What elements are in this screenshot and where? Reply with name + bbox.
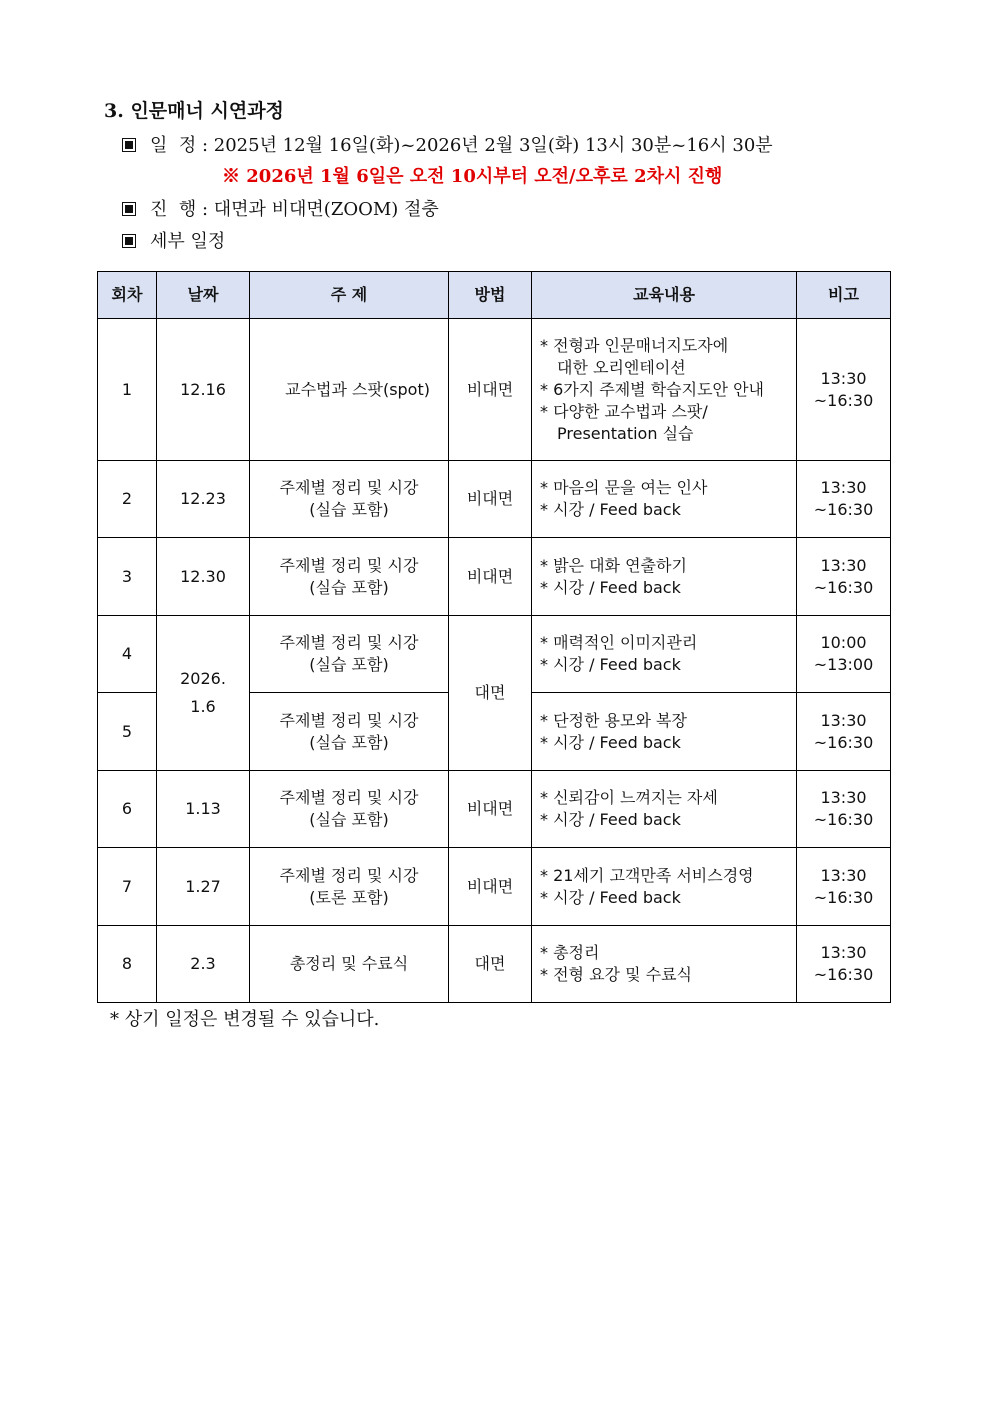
detail-line (122, 227, 225, 253)
session-content: * 매력적인 이미지관리 * 시강 / Feed back (532, 616, 797, 693)
method-label: 진 행 (150, 199, 197, 220)
schedule-value: : 2025년 12월 16일(화)~2026년 2월 3일(화) 13시 30분~16시 30분 (201, 135, 773, 156)
detail-label: 세부 일정 (150, 231, 226, 252)
footnote: * 상기 일정은 변경될 수 있습니다. (110, 1009, 380, 1030)
session-date: 2026. 1.6 (157, 616, 250, 771)
session-date: 1.13 (157, 771, 250, 848)
method-value: : 대면과 비대면(ZOOM) 절충 (201, 199, 439, 220)
session-time: 10:00 ~13:00 (797, 616, 891, 693)
session-topic: 주제별 정리 및 시강 (토론 포함) (250, 848, 449, 926)
session-topic: 주제별 정리 및 시강 (실습 포함) (250, 461, 449, 538)
session-method: 비대면 (449, 771, 532, 848)
notice-line: ※ 2026년 1월 6일은 오전 10시부터 오전/오후로 2차시 진행 (222, 166, 723, 187)
session-number: 5 (98, 693, 157, 771)
session-number: 8 (98, 926, 157, 1003)
session-method: 비대면 (449, 461, 532, 538)
session-date: 12.16 (157, 319, 250, 461)
session-content: * 마음의 문을 여는 인사 * 시강 / Feed back (532, 461, 797, 538)
session-content: * 전형과 인문매너지도자에 대한 오리엔테이션 * 6가지 주제별 학습지도안 안내 * 다양한 교수법과 스팟/ Presentation 실습 (532, 319, 797, 461)
table-row (98, 461, 891, 538)
session-date: 12.30 (157, 538, 250, 616)
session-time: 13:30 ~16:30 (797, 926, 891, 1003)
session-time: 13:30 ~16:30 (797, 319, 891, 461)
session-content: * 단정한 용모와 복장 * 시강 / Feed back (532, 693, 797, 771)
header-date: 날짜 (157, 272, 250, 319)
header-remarks: 비고 (797, 272, 891, 319)
session-time: 13:30 ~16:30 (797, 538, 891, 616)
table-row (98, 538, 891, 616)
session-topic: 교수법과 스팟(spot) (250, 319, 449, 461)
header-session: 회차 (98, 272, 157, 319)
session-number: 6 (98, 771, 157, 848)
table-row (98, 616, 891, 693)
session-content: * 21세기 고객만족 서비스경영 * 시강 / Feed back (532, 848, 797, 926)
session-number: 3 (98, 538, 157, 616)
session-topic: 주제별 정리 및 시강 (실습 포함) (250, 538, 449, 616)
session-topic: 총정리 및 수료식 (250, 926, 449, 1003)
session-content: * 신뢰감이 느껴지는 자세 * 시강 / Feed back (532, 771, 797, 848)
session-number: 1 (98, 319, 157, 461)
session-topic: 주제별 정리 및 시강 (실습 포함) (250, 693, 449, 771)
table-row (98, 848, 891, 926)
session-method: 비대면 (449, 319, 532, 461)
header-method: 방법 (449, 272, 532, 319)
session-method: 비대면 (449, 848, 532, 926)
session-topic: 주제별 정리 및 시강 (실습 포함) (250, 771, 449, 848)
session-date: 2.3 (157, 926, 250, 1003)
filled-square-bullet-icon (122, 234, 136, 248)
session-method: 대면 (449, 616, 532, 771)
session-content: * 밝은 대화 연출하기 * 시강 / Feed back (532, 538, 797, 616)
table-row (98, 926, 891, 1003)
session-time: 13:30 ~16:30 (797, 771, 891, 848)
header-content: 교육내용 (532, 272, 797, 319)
header-topic: 주 제 (250, 272, 449, 319)
session-method: 대면 (449, 926, 532, 1003)
session-topic: 주제별 정리 및 시강 (실습 포함) (250, 616, 449, 693)
session-method: 비대면 (449, 538, 532, 616)
schedule-label: 일 정 (150, 135, 197, 156)
table-row (98, 771, 891, 848)
session-content: * 총정리 * 전형 요강 및 수료식 (532, 926, 797, 1003)
section-heading: 3. 인문매너 시연과정 (104, 100, 284, 122)
table-header-row (98, 272, 891, 319)
session-number: 2 (98, 461, 157, 538)
session-date: 12.23 (157, 461, 250, 538)
session-number: 4 (98, 616, 157, 693)
session-date: 1.27 (157, 848, 250, 926)
filled-square-bullet-icon (122, 138, 136, 152)
session-time: 13:30 ~16:30 (797, 693, 891, 771)
session-time: 13:30 ~16:30 (797, 848, 891, 926)
session-time: 13:30 ~16:30 (797, 461, 891, 538)
table-row (98, 319, 891, 461)
method-line (122, 195, 439, 221)
schedule-line (122, 131, 773, 157)
schedule-table (97, 271, 891, 1003)
filled-square-bullet-icon (122, 202, 136, 216)
session-number: 7 (98, 848, 157, 926)
